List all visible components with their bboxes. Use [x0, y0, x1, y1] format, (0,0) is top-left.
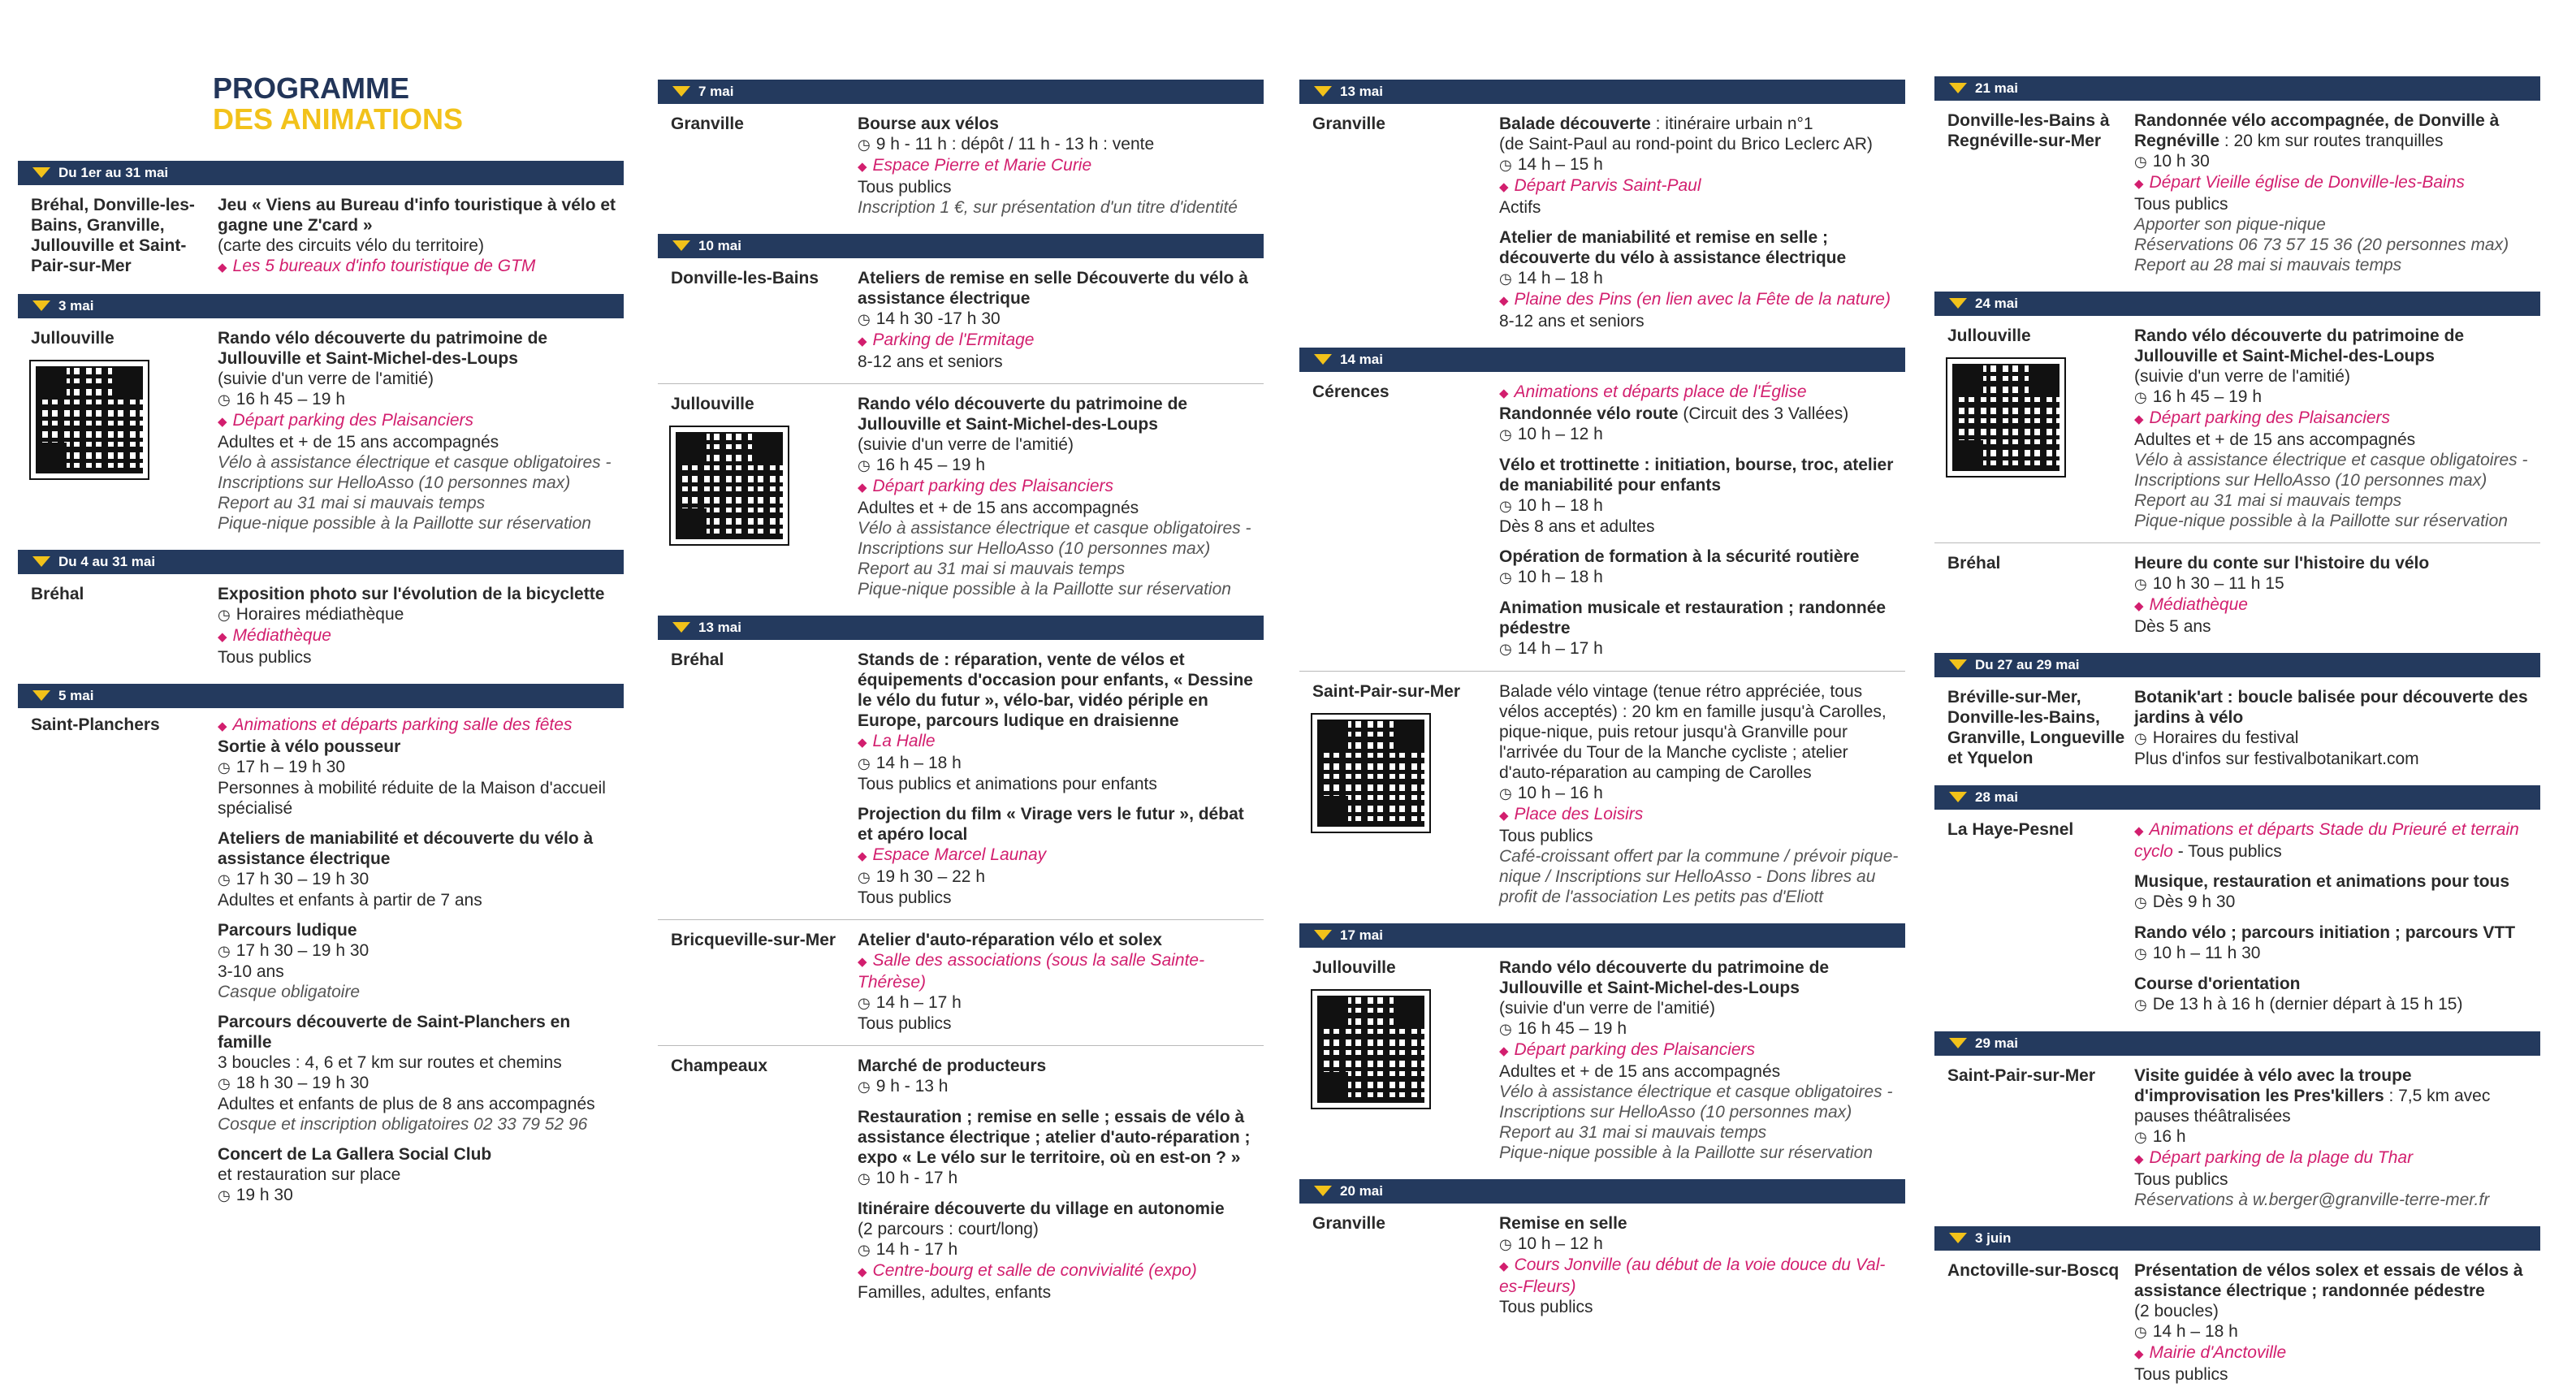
audience: Adultes et + de 15 ans accompagnés	[218, 433, 499, 452]
audience: - Tous publics	[2172, 842, 2282, 861]
audience: Tous publics	[2134, 1365, 2228, 1384]
event-note: 3 boucles : 4, 6 et 7 km sur routes et chemins	[218, 1053, 562, 1072]
event-section	[1299, 948, 1905, 1174]
event-time: ◷ 14 h – 18 h	[858, 753, 1259, 774]
event-time: ◷ Horaires médiathèque	[218, 604, 619, 625]
event-title-rest: : 7,5 km avec pauses théâtralisées	[2134, 1087, 2491, 1126]
event-section	[1934, 542, 2540, 648]
date-label: Du 4 au 31 mai	[58, 554, 156, 569]
event-section	[1934, 677, 2540, 780]
event-section	[18, 574, 624, 679]
event-time: ◷ De 13 h à 16 h (dernier départ à 15 h 15)	[2134, 994, 2535, 1015]
event-title: Rando vélo découverte du patrimoine de Jullouville et Saint-Michel-des-Loups	[1499, 958, 1830, 997]
event-title: Randonnée vélo accompagnée, de Donville à Regnéville	[2134, 111, 2500, 150]
location: ◆ Départ parking des Plaisanciers	[858, 476, 1259, 498]
place-name: Granville	[1312, 115, 1385, 133]
location: ◆ Espace Marcel Launay	[858, 845, 1259, 867]
event-section	[658, 1045, 1264, 1314]
place-name: Saint-Pair-sur-Mer	[1312, 682, 1461, 701]
event-title: Concert de La Gallera Social Club	[218, 1145, 492, 1164]
info-text: Report au 31 mai si mauvais temps	[218, 494, 486, 512]
place-name: La Haye-Pesnel	[1947, 820, 2074, 839]
event-title: Rando vélo découverte du patrimoine de Jullouville et Saint-Michel-des-Loups	[2134, 326, 2465, 365]
event-section	[1934, 101, 2540, 287]
location: ◆ Départ parking de la plage du Thar	[2134, 1147, 2535, 1169]
date-bar	[1934, 76, 2540, 101]
qr-code-icon[interactable]	[1947, 359, 2064, 476]
audience: Adultes et enfants de plus de 8 ans accompagnés	[218, 1095, 595, 1113]
event-title: Ateliers de remise en selle Découverte du vélo à assistance électrique	[858, 269, 1248, 308]
event-title: Présentation de vélos solex et essais de vélos à assistance électrique ; randonnée pédestre	[2134, 1261, 2523, 1300]
place-name: Jullouville	[671, 395, 754, 413]
event-title: Musique, restauration et animations pour tous	[2134, 872, 2510, 891]
event-time: ◷ 19 h 30 – 22 h	[858, 867, 1259, 888]
place-name: Jullouville	[1312, 958, 1396, 977]
event-time: ◷ 10 h – 12 h	[1499, 1234, 1900, 1255]
event-section	[658, 258, 1264, 383]
place-name: Jullouville	[31, 329, 115, 348]
date-label: Du 1er au 31 mai	[58, 165, 169, 180]
audience: Actifs	[1499, 198, 1541, 217]
date-bar	[658, 234, 1264, 258]
event-time: ◷ 10 h – 11 h 30	[2134, 943, 2535, 964]
date-bar	[1934, 292, 2540, 316]
event-note: (2 parcours : court/long)	[858, 1220, 1039, 1238]
place-name: Granville	[671, 115, 744, 133]
audience: Tous publics	[1499, 1298, 1593, 1316]
column-1	[18, 0, 624, 1217]
event-title: Restauration ; remise en selle ; essais de vélo à assistance électrique ; atelier d'auto-réparation ; expo « Le vélo sur le territoire, où en est-on ? »	[858, 1108, 1251, 1167]
event-time: ◷ 10 h – 18 h	[1499, 495, 1900, 516]
event-title: Sortie à vélo pousseur	[218, 737, 401, 756]
event-title: Projection du film « Virage vers le futur », débat et apéro local	[858, 805, 1244, 844]
info-text: Apporter son pique-nique	[2134, 215, 2326, 234]
date-label: 29 mai	[1975, 1035, 2018, 1051]
audience: Personnes à mobilité réduite de la Maison d'accueil spécialisé	[218, 779, 606, 818]
audience: 8-12 ans et seniors	[1499, 312, 1645, 331]
info-text: Pique-nique possible à la Paillotte sur réservation	[2134, 512, 2508, 530]
event-time: ◷ 14 h – 17 h	[858, 992, 1259, 1014]
event-section	[18, 708, 624, 1217]
event-note: (suivie d'un verre de l'amitié)	[2134, 367, 2350, 386]
event-title: Opération de formation à la sécurité routière	[1499, 547, 1860, 566]
date-bar	[1299, 1179, 1905, 1204]
event-title: Atelier d'auto-réparation vélo et solex	[858, 931, 1162, 949]
info-link-text: Plus d'infos sur festivalbotanikart.com	[2134, 750, 2419, 768]
event-section	[1299, 1204, 1905, 1329]
event-time: ◷ 17 h – 19 h 30	[218, 757, 619, 778]
event-time: ◷ Horaires du festival	[2134, 728, 2535, 749]
event-title: Parcours découverte de Saint-Planchers en famille	[218, 1013, 571, 1052]
event-time: ◷ 9 h - 11 h : dépôt / 11 h - 13 h : vente	[858, 134, 1259, 155]
location: ◆ Médiathèque	[218, 625, 619, 647]
date-label: 7 mai	[698, 84, 734, 99]
place-name: Saint-Planchers	[31, 715, 160, 734]
event-time: ◷ 19 h 30	[218, 1185, 619, 1206]
date-bar	[1299, 923, 1905, 948]
date-label: 24 mai	[1975, 296, 2018, 311]
event-title: Visite guidée à vélo avec la troupe d'improvisation les Pres'killers	[2134, 1066, 2412, 1105]
event-note: (de Saint-Paul au rond-point du Brico Leclerc AR)	[1499, 135, 1873, 153]
event-time: ◷ 10 h 30	[2134, 151, 2535, 172]
event-title: Ateliers de maniabilité et découverte du vélo à assistance électrique	[218, 829, 594, 868]
audience: Adultes et + de 15 ans accompagnés	[1499, 1062, 1781, 1081]
event-section	[18, 318, 624, 545]
location: ◆ Animations et départs Stade du Prieuré et terrain cyclo	[2134, 820, 2519, 861]
event-time: ◷ 10 h - 17 h	[858, 1168, 1259, 1189]
location: ◆ Cours Jonville (au début de la voie douce du Val-es-Fleurs)	[1499, 1255, 1900, 1297]
location: ◆ Centre-bourg et salle de convivialité (expo)	[858, 1260, 1259, 1282]
event-title: Remise en selle	[1499, 1214, 1627, 1233]
event-note: (suivie d'un verre de l'amitié)	[218, 370, 434, 388]
location: ◆ Espace Pierre et Marie Curie	[858, 155, 1259, 177]
date-bar	[18, 684, 624, 708]
event-title: Animation musicale et restauration ; randonnée pédestre	[1499, 599, 1887, 637]
event-note: et restauration sur place	[218, 1165, 401, 1184]
event-section	[1299, 671, 1905, 918]
date-bar	[18, 550, 624, 574]
date-label: 17 mai	[1340, 927, 1383, 943]
info-text: Report au 31 mai si mauvais temps	[1499, 1123, 1767, 1142]
event-time: ◷ 9 h - 13 h	[858, 1076, 1259, 1097]
event-title: Balade découverte	[1499, 115, 1651, 133]
date-label: 14 mai	[1340, 352, 1383, 367]
event-title: Atelier de maniabilité et remise en selle ; découverte du vélo à assistance électrique	[1499, 228, 1847, 267]
info-text: Cosque et inscription obligatoires 02 33 79 52 96	[218, 1115, 588, 1134]
title-line-2: DES ANIMATIONS	[213, 102, 464, 136]
info-text: Réservations 06 73 57 15 36 (20 personnes max)	[2134, 236, 2509, 254]
event-time: ◷ 10 h – 18 h	[1499, 567, 1900, 588]
date-bar	[18, 294, 624, 318]
event-title: Itinéraire découverte du village en autonomie	[858, 1199, 1225, 1218]
location: ◆ Départ parking des Plaisanciers	[2134, 408, 2535, 430]
date-label: 21 mai	[1975, 80, 2018, 96]
place-name: Granville	[1312, 1214, 1385, 1233]
date-label: 20 mai	[1340, 1183, 1383, 1199]
audience: Tous publics	[2134, 195, 2228, 214]
event-note: (suivie d'un verre de l'amitié)	[1499, 999, 1715, 1018]
location: ◆ Salle des associations (sous la salle Sainte-Thérèse)	[858, 950, 1259, 992]
event-time: ◷ 14 h 30 -17 h 30	[858, 309, 1259, 330]
event-section	[1934, 810, 2540, 1026]
location: ◆ Parking de l'Ermitage	[858, 330, 1259, 352]
location: ◆ Plaine des Pins (en lien avec la Fête de la nature)	[1499, 289, 1900, 311]
place-name: Cérences	[1312, 382, 1390, 401]
date-label: 10 mai	[698, 238, 741, 253]
event-time: ◷ 14 h – 17 h	[1499, 638, 1900, 659]
info-text: Casque obligatoire	[218, 983, 361, 1001]
event-section	[1934, 1056, 2540, 1221]
place-name: Bréhal	[31, 585, 84, 603]
date-label: 3 mai	[58, 298, 94, 313]
event-section	[658, 919, 1264, 1045]
event-section	[18, 185, 624, 289]
place-name: Saint-Pair-sur-Mer	[1947, 1066, 2096, 1085]
place-name: Bréhal	[671, 650, 724, 669]
date-bar	[18, 161, 624, 185]
date-bar	[1299, 348, 1905, 372]
info-text: Report au 31 mai si mauvais temps	[2134, 491, 2402, 510]
audience: 8-12 ans et seniors	[858, 352, 1003, 371]
column-3	[1299, 80, 1905, 1329]
event-title: Exposition photo sur l'évolution de la bicyclette	[218, 585, 605, 603]
event-time: ◷ 10 h – 12 h	[1499, 424, 1900, 445]
info-text: Vélo à assistance électrique et casque obligatoires - Inscriptions sur HelloAsso (10 personnes max)	[858, 519, 1251, 558]
date-bar	[658, 80, 1264, 104]
location: ◆ Mairie d'Anctoville	[2134, 1342, 2535, 1364]
date-label: 3 juin	[1975, 1230, 2012, 1246]
event-time: ◷ 16 h 45 – 19 h	[858, 455, 1259, 476]
place-name: Donville-les-Bains à Regnéville-sur-Mer	[1947, 111, 2110, 150]
location: ◆ Les 5 bureaux d'info touristique de GTM	[218, 256, 619, 278]
event-section	[658, 383, 1264, 611]
event-title: Rando vélo découverte du patrimoine de Jullouville et Saint-Michel-des-Loups	[858, 395, 1188, 434]
date-bar	[658, 616, 1264, 640]
event-title: Course d'orientation	[2134, 975, 2301, 993]
event-time: ◷ 14 h - 17 h	[858, 1239, 1259, 1260]
location: ◆ Médiathèque	[2134, 594, 2535, 616]
audience: Dès 8 ans et adultes	[1499, 517, 1655, 536]
event-time: ◷ 16 h 45 – 19 h	[2134, 387, 2535, 408]
date-label: 5 mai	[58, 688, 94, 703]
event-note: (suivie d'un verre de l'amitié)	[858, 435, 1074, 454]
audience: Familles, adultes, enfants	[858, 1283, 1052, 1302]
qr-code-icon[interactable]	[1312, 991, 1429, 1108]
event-title: Heure du conte sur l'histoire du vélo	[2134, 554, 2430, 573]
event-section	[1934, 316, 2540, 542]
event-title: Parcours ludique	[218, 921, 357, 940]
event-section	[1299, 372, 1905, 671]
event-note: (carte des circuits vélo du territoire)	[218, 236, 484, 255]
event-time: ◷ 14 h – 18 h	[1499, 268, 1900, 289]
place-name: Champeaux	[671, 1057, 768, 1075]
location: ◆ Départ parking des Plaisanciers	[1499, 1039, 1900, 1061]
qr-code-icon[interactable]	[1312, 715, 1429, 832]
event-time: ◷ 10 h – 16 h	[1499, 783, 1900, 804]
event-title: Botanik'art : boucle balisée pour découverte des jardins à vélo	[2134, 688, 2528, 727]
event-title: Randonnée vélo route	[1499, 404, 1679, 423]
location: ◆ Départ parking des Plaisanciers	[218, 410, 619, 432]
event-title: Rando vélo découverte du patrimoine de Jullouville et Saint-Michel-des-Loups	[218, 329, 548, 368]
location: ◆ Départ Parvis Saint-Paul	[1499, 175, 1900, 197]
event-title: Stands de : réparation, vente de vélos et équipements d'occasion pour enfants, « Dessine le vélo du futur », vélo-bar, vidéo périple en Europe, parcours ludique en draisienne	[858, 650, 1253, 730]
location: ◆ Départ Vieille église de Donville-les-Bains	[2134, 172, 2535, 194]
location: ◆ Animations et départs place de l'Église	[1499, 382, 1900, 404]
date-bar	[1934, 1226, 2540, 1251]
audience: Tous publics	[218, 648, 312, 667]
event-section	[658, 104, 1264, 229]
place-name: Bréhal	[1947, 554, 2001, 573]
audience: Tous publics	[858, 888, 952, 907]
date-label: 28 mai	[1975, 789, 2018, 805]
date-bar	[1934, 653, 2540, 677]
location: ◆ Animations et départs parking salle des fêtes	[218, 715, 619, 737]
title-line-1: PROGRAMME	[213, 71, 409, 105]
place-name: Bréville-sur-Mer, Donville-les-Bains, Granville, Longueville et Yquelon	[1947, 688, 2125, 767]
info-text: Réservations à w.berger@granville-terre-mer.fr	[2134, 1191, 2490, 1209]
event-time: ◷ 16 h	[2134, 1126, 2535, 1147]
event-time: ◷ 17 h 30 – 19 h 30	[218, 869, 619, 890]
audience: Dès 5 ans	[2134, 617, 2211, 636]
date-bar	[1934, 785, 2540, 810]
column-2	[658, 80, 1264, 1314]
event-time: ◷ 10 h 30 – 11 h 15	[2134, 573, 2535, 594]
event-title-rest: : 20 km sur routes tranquilles	[2219, 132, 2444, 150]
location: ◆ Place des Loisirs	[1499, 804, 1900, 826]
event-time: ◷ 17 h 30 – 19 h 30	[218, 940, 619, 962]
info-text: Report au 28 mai si mauvais temps	[2134, 256, 2402, 274]
event-section	[1299, 104, 1905, 343]
event-time: ◷ 16 h 45 – 19 h	[218, 389, 619, 410]
location: ◆ La Halle	[858, 731, 1259, 753]
qr-code-icon[interactable]	[671, 427, 788, 544]
info-text: Pique-nique possible à la Paillotte sur réservation	[218, 514, 591, 533]
event-time: ◷ Dès 9 h 30	[2134, 892, 2535, 913]
audience: Adultes et + de 15 ans accompagnés	[858, 499, 1139, 517]
info-text: Report au 31 mai si mauvais temps	[858, 560, 1126, 578]
audience: 3-10 ans	[218, 962, 284, 981]
event-title: Marché de producteurs	[858, 1057, 1047, 1075]
event-title-rest: (Circuit des 3 Vallées)	[1678, 404, 1849, 423]
audience: Tous publics	[2134, 1170, 2228, 1189]
date-bar	[1299, 80, 1905, 104]
event-time: ◷ 14 h – 15 h	[1499, 154, 1900, 175]
page-title	[18, 73, 624, 156]
place-name: Bréhal, Donville-les-Bains, Granville, Jullouville et Saint-Pair-sur-Mer	[31, 196, 195, 275]
qr-code-icon[interactable]	[31, 361, 148, 478]
audience: Adultes et enfants à partir de 7 ans	[218, 891, 482, 910]
info-text: Pique-nique possible à la Paillotte sur réservation	[858, 580, 1231, 599]
date-label: 13 mai	[698, 620, 741, 635]
event-title-rest: : itinéraire urbain n°1	[1650, 115, 1813, 133]
event-note: (2 boucles)	[2134, 1302, 2219, 1320]
info-text: Pique-nique possible à la Paillotte sur réservation	[1499, 1143, 1873, 1162]
info-text: Vélo à assistance électrique et casque obligatoires - Inscriptions sur HelloAsso (10 personnes max)	[218, 453, 612, 492]
event-time: ◷ 18 h 30 – 19 h 30	[218, 1073, 619, 1094]
info-text: Vélo à assistance électrique et casque obligatoires - Inscriptions sur HelloAsso (10 personnes max)	[2134, 451, 2528, 490]
date-bar	[1934, 1031, 2540, 1056]
audience: Tous publics	[858, 1014, 952, 1033]
event-title: Vélo et trottinette : initiation, bourse, troc, atelier de maniabilité pour enfants	[1499, 456, 1894, 495]
event-section	[1934, 1251, 2540, 1396]
info-text: Inscription 1 €, sur présentation d'un titre d'identité	[858, 198, 1238, 217]
audience: Tous publics	[858, 178, 952, 197]
column-4	[1934, 76, 2540, 1396]
place-name: Bricqueville-sur-Mer	[671, 931, 836, 949]
place-name: Donville-les-Bains	[671, 269, 819, 287]
place-name: Anctoville-sur-Boscq	[1947, 1261, 2120, 1280]
event-time: ◷ 16 h 45 – 19 h	[1499, 1018, 1900, 1039]
event-title: Jeu « Viens au Bureau d'info touristique à vélo et gagne une Z'card »	[218, 196, 616, 235]
event-time: ◷ 14 h – 18 h	[2134, 1321, 2535, 1342]
info-text: Vélo à assistance électrique et casque obligatoires - Inscriptions sur HelloAsso (10 personnes max)	[1499, 1083, 1893, 1122]
audience: Adultes et + de 15 ans accompagnés	[2134, 430, 2416, 449]
audience: Tous publics	[1499, 827, 1593, 845]
event-title: Bourse aux vélos	[858, 115, 999, 133]
place-name: Jullouville	[1947, 326, 2031, 345]
event-section	[658, 640, 1264, 919]
event-description: Balade vélo vintage (tenue rétro appréciée, tous vélos acceptés) : 20 km en famille jusqu'à Carolles, pique-nique, puis retour jusqu'à Granville pour l'arrivée du Tour de la Manche cycliste ; atelier d'auto-réparation au camping de Carolles	[1499, 682, 1887, 782]
date-label: 13 mai	[1340, 84, 1383, 99]
event-title: Rando vélo ; parcours initiation ; parcours VTT	[2134, 923, 2516, 942]
info-text: Café-croissant offert par la commune / prévoir pique-nique / Inscriptions sur HelloAsso - Dons libres au profit de l'association Les petits pas d'Eliott	[1499, 847, 1899, 906]
audience: Tous publics et animations pour enfants	[858, 775, 1157, 793]
date-label: Du 27 au 29 mai	[1975, 657, 2080, 672]
